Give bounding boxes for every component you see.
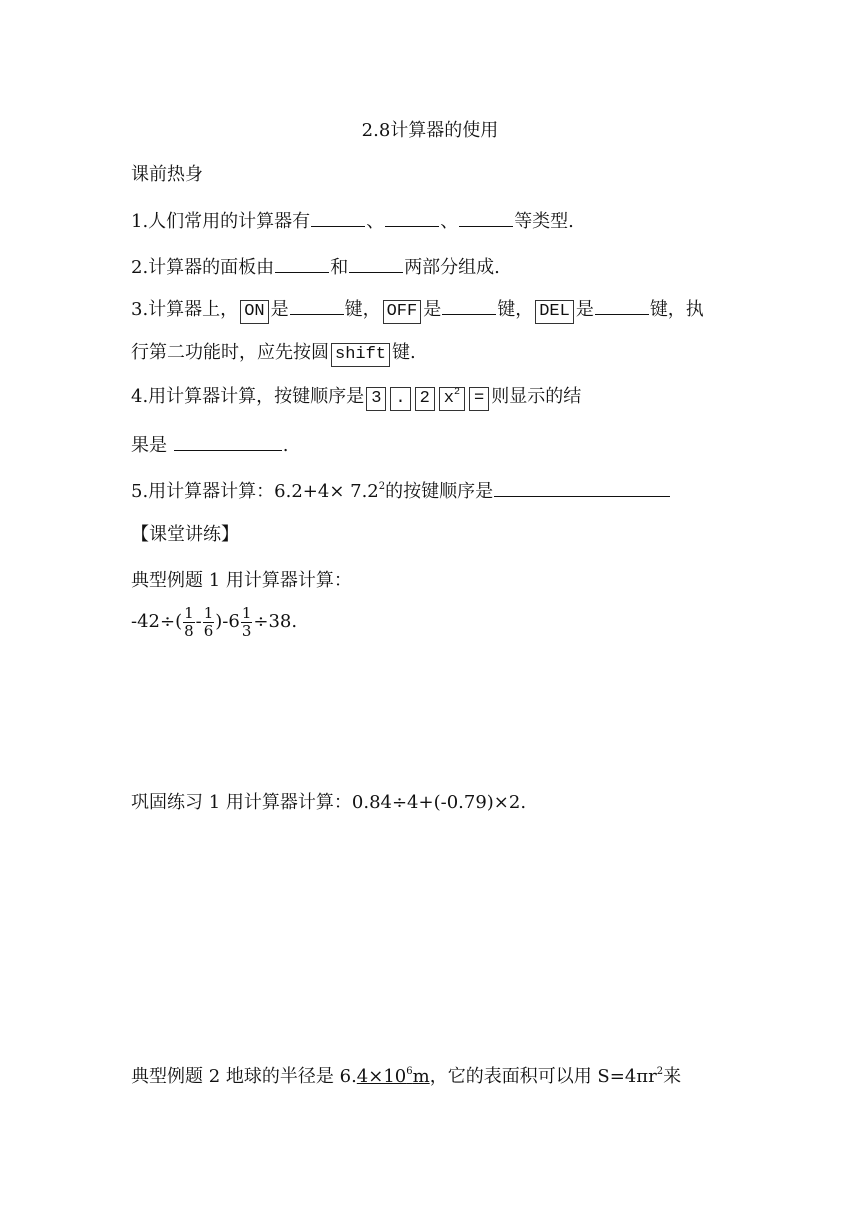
answer-blank (174, 432, 282, 451)
key-x-squared: $x^2$ (439, 387, 465, 411)
fraction: $\frac{1}{3}$ (241, 603, 252, 640)
lecture-heading: 【课堂讲练】 (131, 524, 239, 545)
answer-blank (290, 296, 344, 315)
question-4: 4.用计算器计算，按键顺序是 3 . 2 $x^2$ = 则显示的结 (131, 384, 581, 411)
page-title: 2.8计算器的使用 (361, 120, 499, 141)
question-1: 1.人们常用的计算器有 、 、 等类型. (131, 208, 574, 235)
question-5: 5.用计算器计算：$6.2+4\times 7.2^2$的按键顺序是 (131, 478, 671, 505)
answer-blank (275, 254, 329, 273)
question-2: 2.计算器的面板由 和 两部分组成. (131, 254, 500, 281)
question-4-line-2: 果是 . (131, 432, 288, 459)
key-dot: . (390, 387, 410, 411)
example-1-title: 典型例题 1 用计算器计算： (131, 570, 352, 591)
answer-blank (311, 208, 365, 227)
key-on: ON (240, 300, 268, 324)
key-shift: shift (331, 343, 390, 367)
key-3: 3 (366, 387, 386, 411)
question-3-line-2: 行第二功能时，应先按圆 shift 键. (131, 340, 416, 367)
answer-blank (385, 208, 439, 227)
practice-1: 巩固练习 1 用计算器计算：0.84÷4+(-0.79)×2. (131, 792, 527, 813)
answer-blank (459, 208, 513, 227)
example-2: 典型例题 2 地球的半径是 $6.4\times 10^6m$，它的表面积可以用 $S=4\pi r^2$来 (131, 1066, 682, 1087)
answer-blank (494, 478, 670, 497)
key-off: OFF (383, 300, 422, 324)
fraction: $\frac{1}{6}$ (203, 603, 214, 640)
answer-blank (349, 254, 403, 273)
key-2: 2 (415, 387, 435, 411)
answer-blank (595, 296, 649, 315)
warmup-heading: 课前热身 (131, 164, 203, 185)
key-equals: = (469, 387, 489, 411)
example-1-expression: -42÷( $\frac{1}{8}$ - $\frac{1}{6}$ )-6 $\frac{1}{3}$ ÷38. (131, 603, 298, 640)
key-del: DEL (535, 300, 574, 324)
fraction: $\frac{1}{8}$ (184, 603, 194, 640)
question-3: 3.计算器上， ON 是 键， OFF 是 键， DEL 是 键，执 (131, 296, 704, 324)
answer-blank (442, 296, 496, 315)
